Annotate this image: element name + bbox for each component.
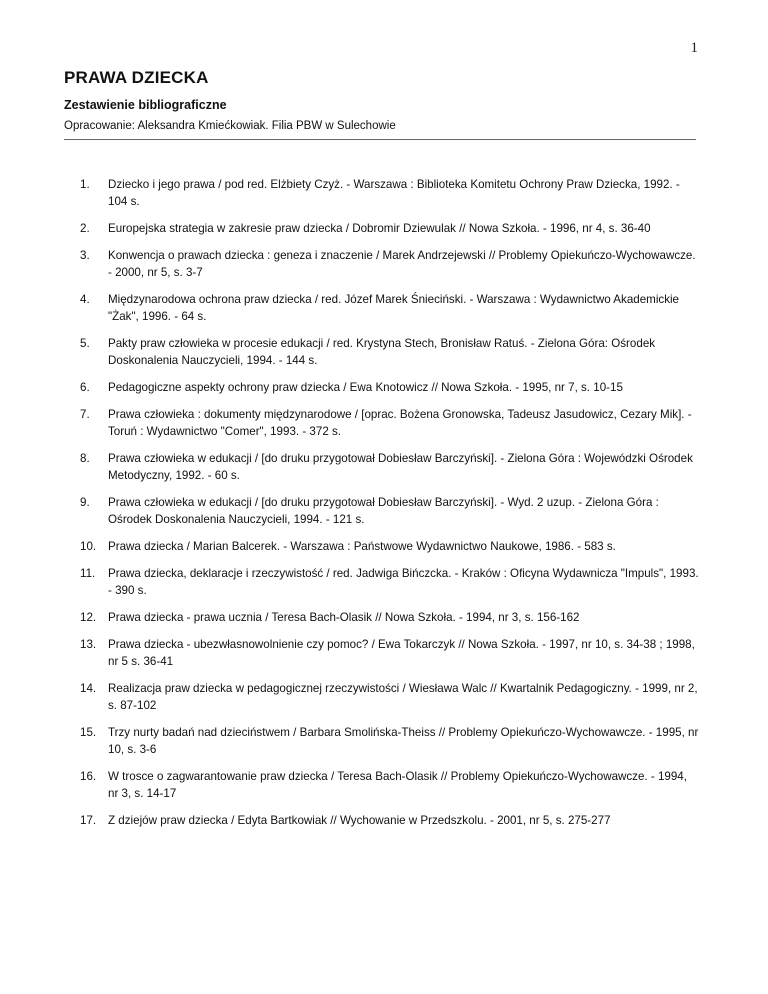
bibliography-entry (80, 176, 700, 210)
entry-text: Europejska strategia w zakresie praw dziecka / Dobromir Dziewulak // Nowa Szkoła. - 1996, nr 4, s. 36-40 (108, 222, 651, 235)
entry-text: Międzynarodowa ochrona praw dziecka / red. Józef Marek Śnieciński. - Warszawa : Wydawnictwo Akademickie "Żak", 1996. - 64 s. (108, 293, 680, 323)
entry-number: 5. (80, 337, 90, 350)
entry-number: 11. (80, 567, 96, 580)
entry-text: Prawa człowieka w edukacji / [do druku przygotował Dobiesław Barczyński]. - Wyd. 2 uzup. - Zielona Góra : Ośrodek Doskonalenia Nauczycieli, 1994. - 121 s. (108, 496, 659, 526)
bibliography-entry (80, 406, 700, 440)
bibliography-entry (80, 565, 700, 599)
entry-text: Pakty praw człowieka w procesie edukacji / red. Krystyna Stech, Bronisław Ratuś. - Zielona Góra: Ośrodek Doskonalenia Nauczycieli, 1994. - 144 s. (108, 337, 656, 367)
entry-number: 4. (80, 293, 90, 306)
entry-text: Prawa dziecka / Marian Balcerek. - Warszawa : Państwowe Wydawnictwo Naukowe, 1986. - 583 s. (108, 540, 616, 553)
entry-text: Prawa człowieka : dokumenty międzynarodowe / [oprac. Bożena Gronowska, Tadeusz Jasudowicz, Cezary Mik]. - Toruń : Wydawnictwo "Comer", 1993. - 372 s. (108, 408, 692, 438)
bibliography-entry (80, 335, 700, 369)
bibliography-entry (80, 636, 700, 670)
bibliography-entry (80, 724, 700, 758)
entry-text: Prawa dziecka - prawa ucznia / Teresa Bach-Olasik // Nowa Szkoła. - 1994, nr 3, s. 156-162 (108, 611, 580, 624)
entry-number: 7. (80, 408, 90, 421)
page-number: 1 (690, 40, 698, 56)
entry-text: Realizacja praw dziecka w pedagogicznej rzeczywistości / Wiesława Walc // Kwartalnik Pedagogiczny. - 1999, nr 2, s. 87-102 (108, 682, 698, 712)
entry-text: Konwencja o prawach dziecka : geneza i znaczenie / Marek Andrzejewski // Problemy Opiekuńczo-Wychowawcze. - 2000, nr 5, s. 3-7 (108, 249, 696, 279)
entry-number: 3. (80, 249, 90, 262)
bibliography-entry (80, 220, 700, 237)
bibliography-entry (80, 538, 700, 555)
entry-text: Prawa człowieka w edukacji / [do druku przygotował Dobiesław Barczyński]. - Zielona Góra : Wojewódzki Ośrodek Metodyczny, 1992. - 60 s. (108, 452, 693, 482)
entry-text: Trzy nurty badań nad dzieciństwem / Barbara Smolińska-Theiss // Problemy Opiekuńczo-Wychowawcze. - 1995, nr 10, s. 3-6 (108, 726, 699, 756)
entry-number: 13. (80, 638, 97, 651)
bibliography-entry (80, 768, 700, 802)
bibliography-entry (80, 494, 700, 528)
document-subtitle: Zestawienie bibliograficzne (64, 98, 227, 112)
document-title: PRAWA DZIECKA (64, 68, 209, 87)
entry-text: Prawa dziecka - ubezwłasnowolnienie czy pomoc? / Ewa Tokarczyk // Nowa Szkoła. - 1997, nr 10, s. 34-38 ; 1998, nr 5 s. 36-41 (108, 638, 695, 668)
entry-number: 10. (80, 540, 97, 553)
entry-number: 14. (80, 682, 97, 695)
bibliography-entry (80, 291, 700, 325)
entry-number: 15. (80, 726, 97, 739)
header-divider (64, 139, 696, 140)
entry-number: 2. (80, 222, 90, 235)
entry-text: Prawa dziecka, deklaracje i rzeczywistość / red. Jadwiga Bińczcka. - Kraków : Oficyna Wydawnicza "Impuls", 1993. - 390 s. (108, 567, 699, 597)
entry-number: 16. (80, 770, 97, 783)
bibliography-entry (80, 812, 700, 829)
bibliography-entry (80, 450, 700, 484)
entry-number: 9. (80, 496, 90, 509)
entry-number: 6. (80, 381, 90, 394)
bibliography-entry (80, 247, 700, 281)
bibliography-entry (80, 609, 700, 626)
bibliography-entry (80, 680, 700, 714)
entry-text: Dziecko i jego prawa / pod red. Elżbiety Czyż. - Warszawa : Biblioteka Komitetu Ochrony Praw Dziecka, 1992. - 104 s. (108, 178, 680, 208)
entry-text: W trosce o zagwarantowanie praw dziecka / Teresa Bach-Olasik // Problemy Opiekuńczo-Wychowawcze. - 1994, nr 3, s. 14-17 (108, 770, 687, 800)
author-line: Opracowanie: Aleksandra Kmiećkowiak. Filia PBW w Sulechowie (64, 120, 396, 132)
bibliography-entry (80, 379, 700, 396)
entry-number: 8. (80, 452, 90, 465)
entry-number: 1. (80, 178, 90, 191)
entry-text: Pedagogiczne aspekty ochrony praw dziecka / Ewa Knotowicz // Nowa Szkoła. - 1995, nr 7, s. 10-15 (108, 381, 623, 394)
entry-text: Z dziejów praw dziecka / Edyta Bartkowiak // Wychowanie w Przedszkolu. - 2001, nr 5, s. 275-277 (108, 814, 611, 827)
entry-number: 12. (80, 611, 97, 624)
bibliography-list (80, 176, 700, 839)
entry-number: 17. (80, 814, 97, 827)
